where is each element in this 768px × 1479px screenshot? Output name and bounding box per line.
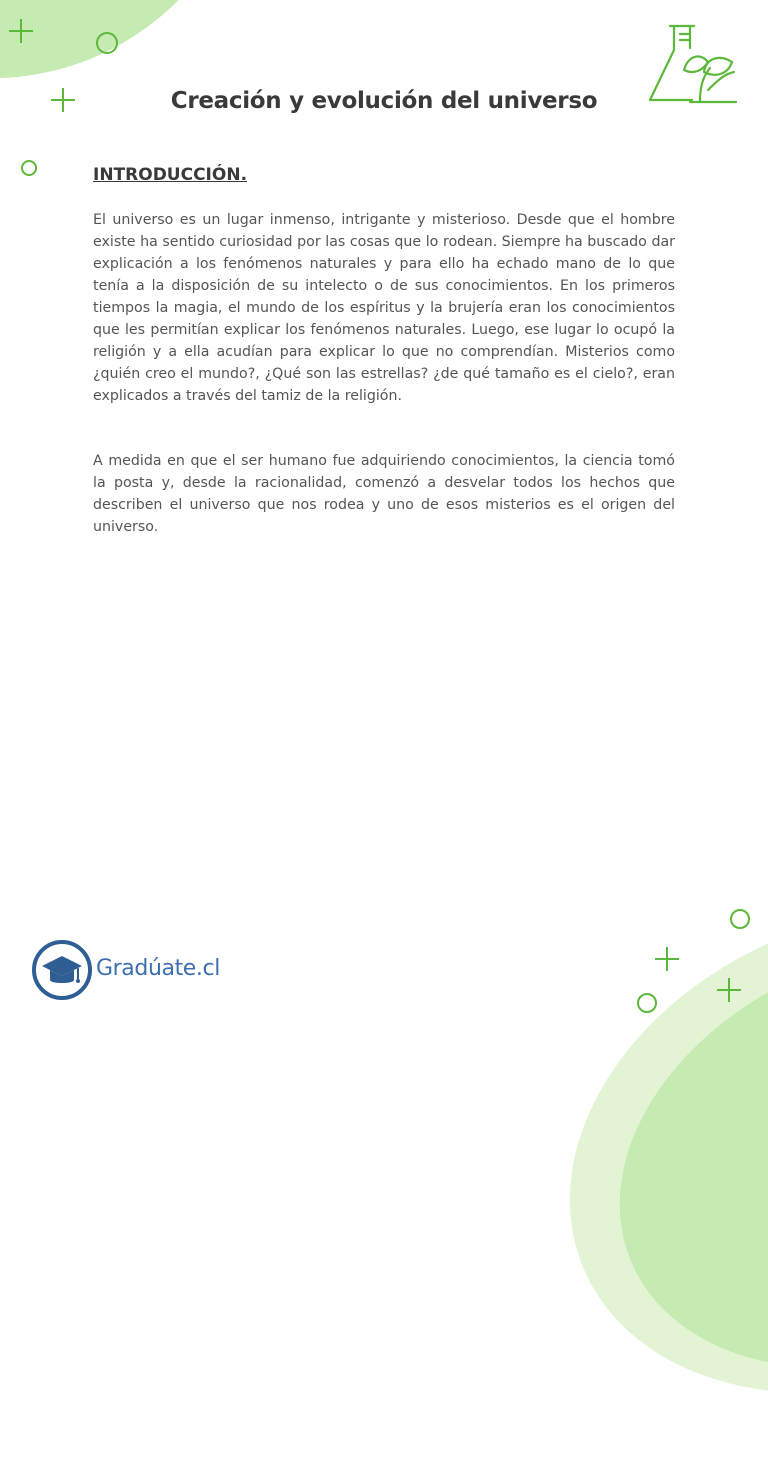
circle-decoration-icon	[730, 909, 750, 929]
logo-text: Gradúate.cl	[96, 956, 220, 981]
body-paragraph: El universo es un lugar inmenso, intrigante y misterioso. Desde que el hombre existe ha sentido curiosidad por las cosas que lo rodean. Siempre ha buscado dar explicación a los fenómenos naturales y para ello ha echado mano de lo que tenía a la disposición de su intelecto o de sus conocimientos. En los primeros tiempos la magia, el mundo de los espíritus y la brujería eran los conocimientos que les permitían explicar los fenómenos naturales. Luego, ese lugar lo ocupó la religión y a ella acudían para explicar lo que no comprendían. Misterios como ¿quién creo el mundo?, ¿Qué son las estrellas? ¿de qué tamaño es el cielo?, eran explicados a través del tamiz de la religión.	[93, 212, 675, 404]
body-paragraph: A medida en que el ser humano fue adquiriendo conocimientos, la ciencia tomó la posta y, desde la racionalidad, comenzó a desvelar todos los hechos que describen el universo que nos rodea y uno de esos misterios es el origen del universo.	[93, 453, 675, 535]
corner-blob-top-left-inner	[0, 0, 339, 152]
plus-decoration-icon	[655, 947, 679, 971]
graduation-cap-icon	[30, 938, 94, 1002]
circle-decoration-icon	[21, 160, 37, 176]
plus-decoration-icon	[717, 978, 741, 1002]
page-title: Creación y evolución del universo	[170, 88, 598, 114]
site-logo[interactable]	[30, 938, 220, 1004]
circle-decoration-icon	[96, 32, 118, 54]
section-heading: INTRODUCCIÓN.	[93, 165, 248, 185]
circle-decoration-icon	[637, 993, 657, 1013]
plus-decoration-icon	[9, 19, 33, 43]
